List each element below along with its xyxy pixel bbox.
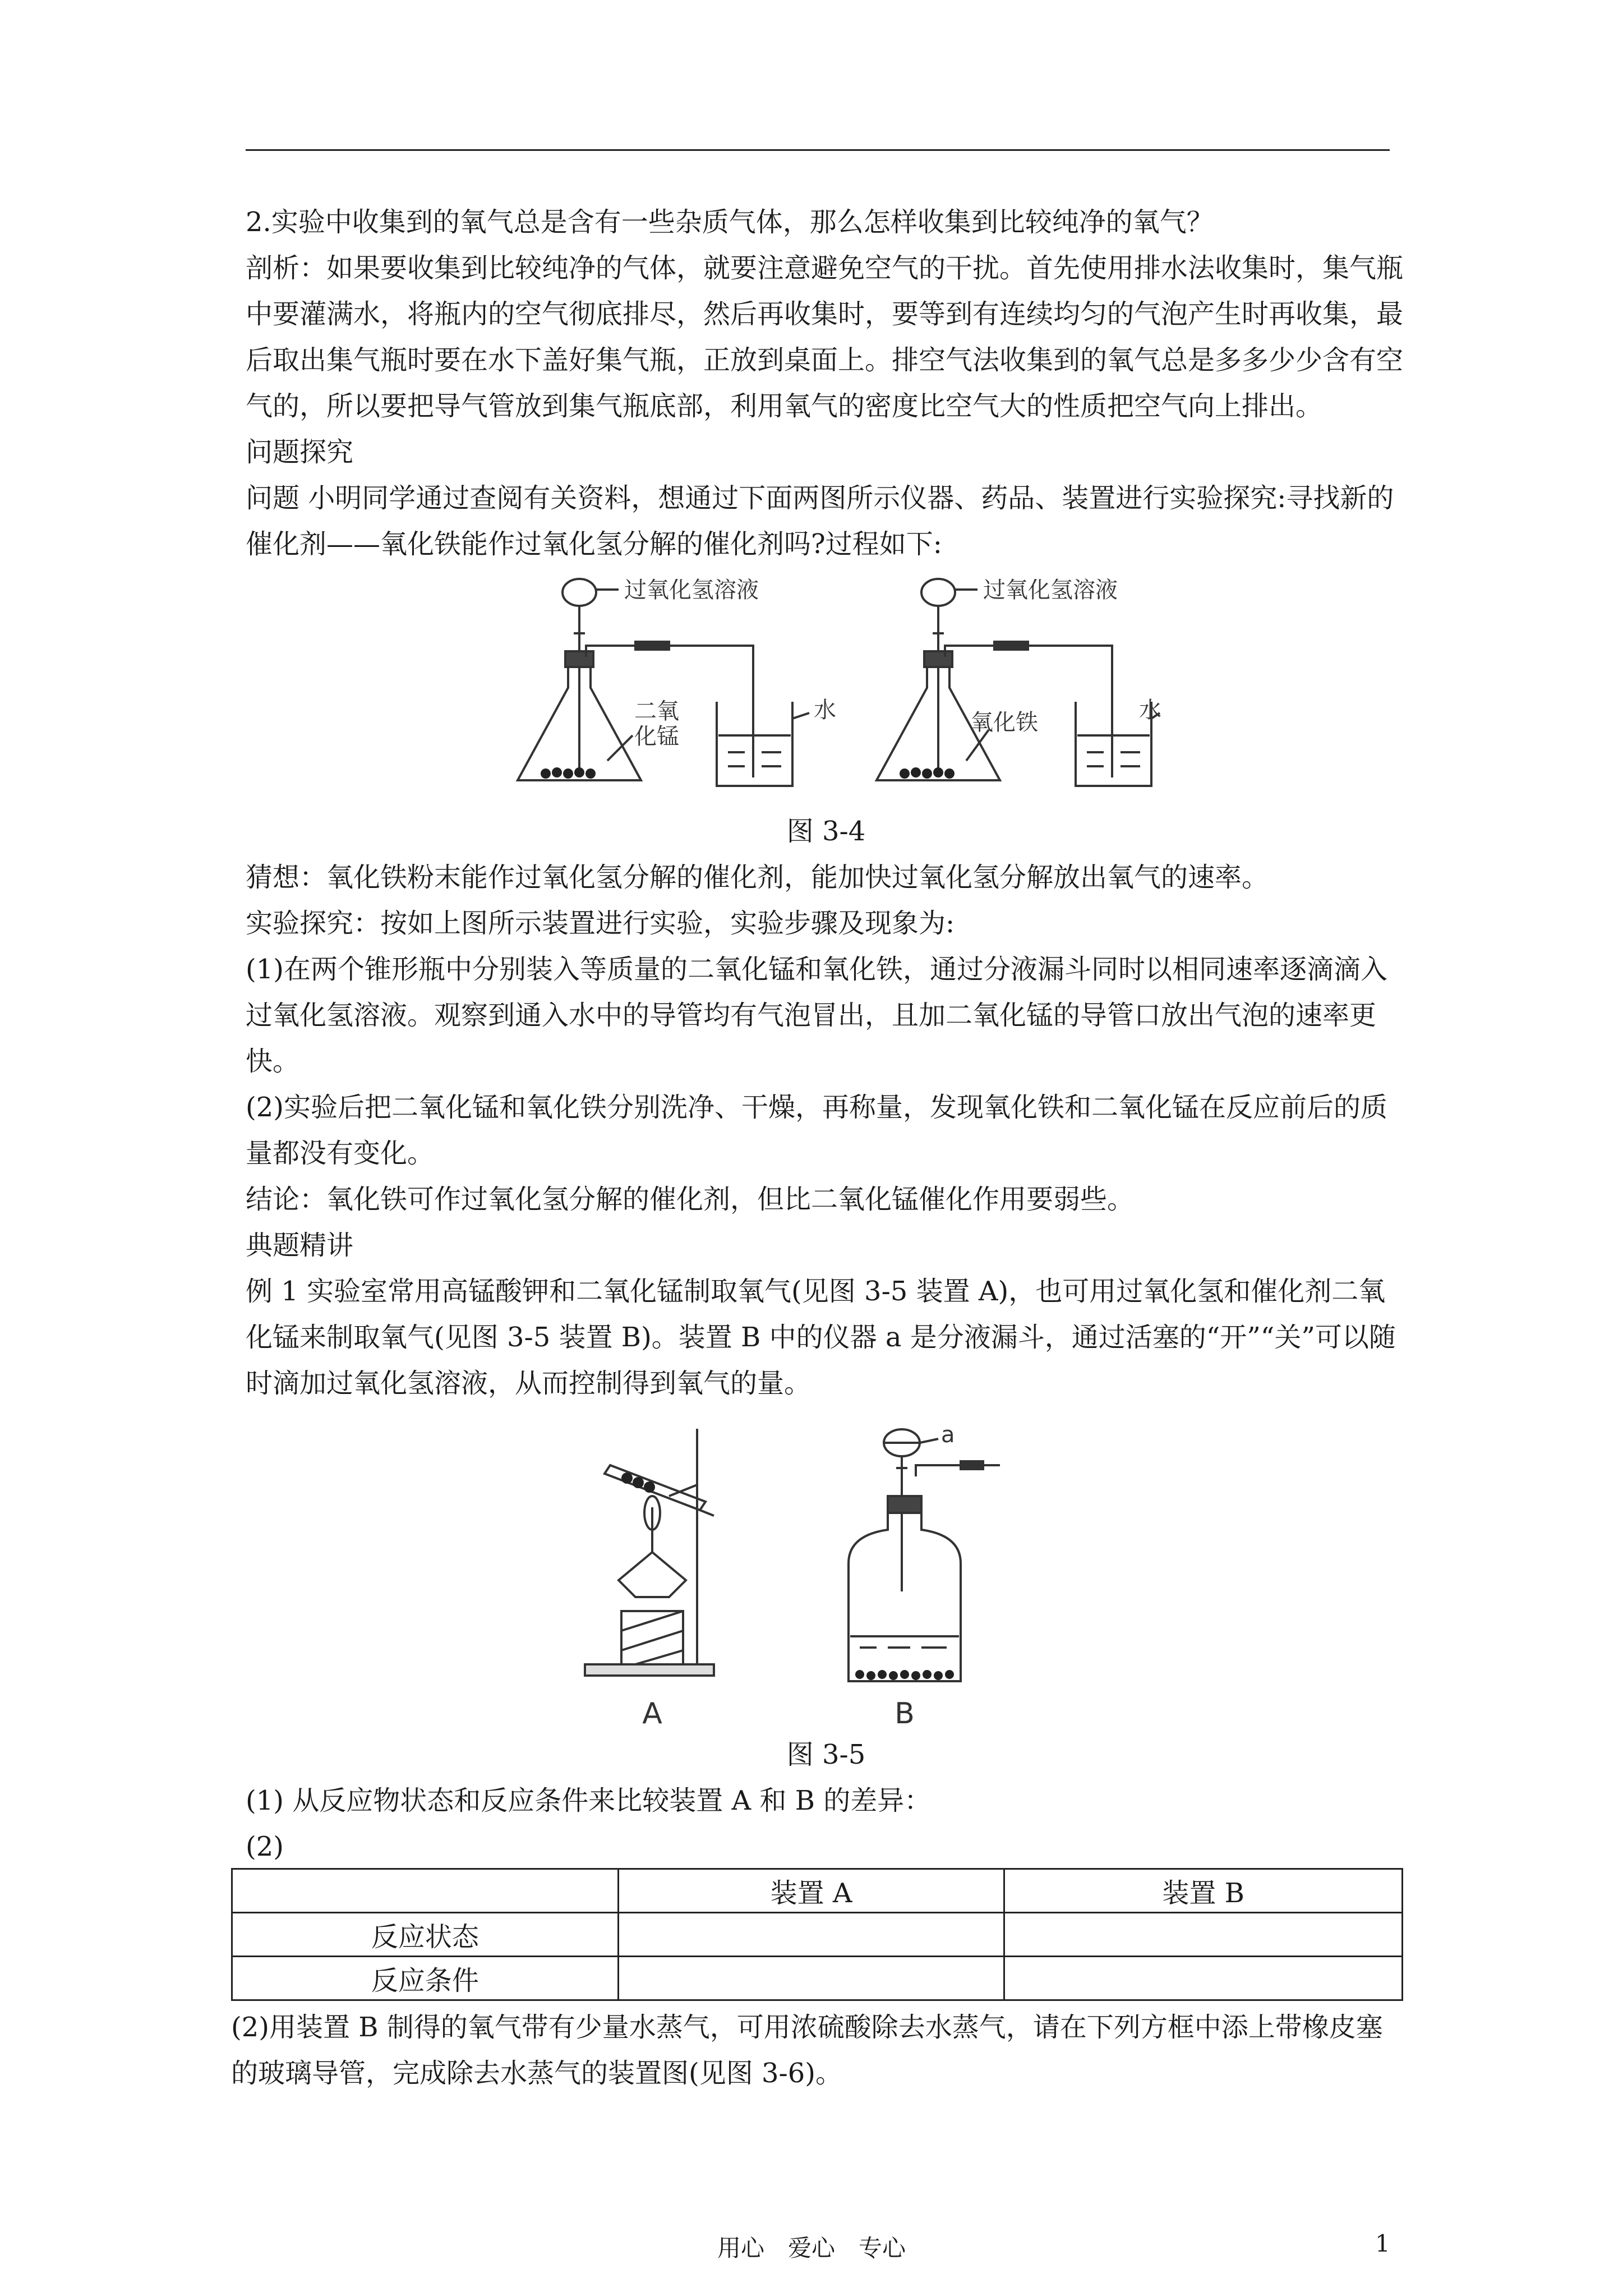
figure-3-5-caption: 图 3-5 [786, 1739, 866, 1770]
apparatus-right [877, 579, 1160, 786]
comparison-table-wrapper [231, 1868, 1403, 2096]
table-row-label: 反应条件 [232, 1957, 619, 2000]
question-2-paragraph: (2)用装置 B 制得的氧气带有少量水蒸气，可用浓硫酸除去水蒸气，请在下列方框中添上带橡皮塞的玻璃导管，完成除去水蒸气的装置图(见图 3-6)。 [231, 2012, 1383, 2089]
figure-3-4-caption: 图 3-4 [786, 816, 866, 847]
figure-3-5 [574, 1418, 1078, 1732]
label-mno2-line2: 化锰 [634, 724, 679, 749]
label-mno2-line1: 二氧 [634, 698, 679, 724]
table-header-cell: 装置 B [1004, 1869, 1403, 1913]
header-rule [246, 149, 1390, 151]
label-h2o2-right: 过氧化氢溶液 [983, 577, 1118, 603]
table-header-row [232, 1869, 1403, 1913]
table-row-label: 反应状态 [232, 1913, 619, 1957]
document-body [246, 199, 1407, 1870]
example-1-paragraph: 例 1 实验室常用高锰酸钾和二氧化锰制取氧气(见图 3-5 装置 A)，也可用过氧化氢和催化剂二氧化锰来制取氧气(见图 3-5 装置 B)。装置 B 中的仪器 a 是分液漏斗，通过活塞的“开”“关”可以随时滴加过氧化氢溶液，从而控制得到氧气的量。 [246, 1276, 1396, 1399]
footer-motto: 用心 爱心 专心 [717, 2234, 906, 2262]
table-row [232, 1957, 1403, 2000]
label-fe2o3: 氧化铁 [971, 710, 1038, 735]
catalyst-right [900, 767, 955, 779]
question-heading: 2.实验中收集到的氧气总是含有一些杂质气体，那么怎样收集到比较纯净的氧气？ [246, 206, 1214, 238]
experiment-step-2: (2)实验后把二氧化锰和氧化铁分别洗净、干燥，再称量，发现氧化铁和二氧化锰在反应前后的质量都没有变化。 [246, 1092, 1387, 1169]
hypothesis-paragraph: 猜想：氧化铁粉末能作过氧化氢分解的催化剂，能加快过氧化氢分解放出氧气的速率。 [246, 862, 1269, 893]
label-device-b: B [895, 1697, 915, 1731]
experiment-step-1: (1)在两个锥形瓶中分别装入等质量的二氧化锰和氧化铁，通过分液漏斗同时以相同速率逐滴滴入过氧化氢溶液。观察到通入水中的导管均有气泡冒出，且加二氧化锰的导管口放出气泡的速率更快。 [246, 954, 1387, 1077]
problem-paragraph: 问题 小明同学通过查阅有关资料，想通过下面两图所示仪器、药品、装置进行实验探究:寻找新的催化剂——氧化铁能作过氧化氢分解的催化剂吗?过程如下: [246, 482, 1394, 560]
label-a-funnel: a [941, 1422, 955, 1448]
catalyst-left [541, 767, 596, 779]
table-header-cell: 装置 A [618, 1869, 1004, 1913]
label-water-left: 水 [814, 697, 836, 723]
table-cell-empty [618, 1913, 1004, 1957]
apparatus-a [585, 1429, 714, 1676]
page-number: 1 [1375, 2230, 1390, 2257]
question-2-label: (2) [246, 1831, 284, 1862]
analysis-paragraph: 剖析：如果要收集到比较纯净的气体，就要注意避免空气的干扰。首先使用排水法收集时，集气瓶中要灌满水，将瓶内的空气彻底排尽，然后再收集时，要等到有连续均匀的气泡产生时再收集，最后取出集气瓶时要在水下盖好集气瓶，正放到桌面上。排空气法收集到的氧气总是多多少少含有空气的，所以要把导气管放到集气瓶底部，利用氧气的密度比空气大的性质把空气向上排出。 [246, 252, 1404, 422]
label-h2o2-left: 过氧化氢溶液 [624, 577, 759, 603]
table-row [232, 1913, 1403, 1957]
table-cell-empty [1004, 1913, 1403, 1957]
table-header-cell [232, 1869, 619, 1913]
question-1: (1) 从反应物状态和反应条件来比较装置 A 和 B 的差异： [246, 1785, 932, 1816]
label-water-right: 水 [1139, 697, 1161, 723]
section-heading-inquiry: 问题探究 [246, 436, 354, 468]
table-cell-empty [1004, 1957, 1403, 2000]
label-device-a: A [642, 1697, 662, 1731]
experiment-intro: 实验探究：按如上图所示装置进行实验，实验步骤及现象为: [246, 908, 955, 939]
apparatus-left [518, 579, 809, 786]
comparison-table [231, 1868, 1403, 2001]
section-heading-examples: 典题精讲 [246, 1230, 354, 1261]
figure-3-4 [490, 567, 1163, 808]
table-cell-empty [618, 1957, 1004, 2000]
conclusion-paragraph: 结论：氧化铁可作过氧化氢分解的催化剂，但比二氧化锰催化作用要弱些。 [246, 1184, 1135, 1215]
apparatus-b [849, 1429, 1000, 1681]
